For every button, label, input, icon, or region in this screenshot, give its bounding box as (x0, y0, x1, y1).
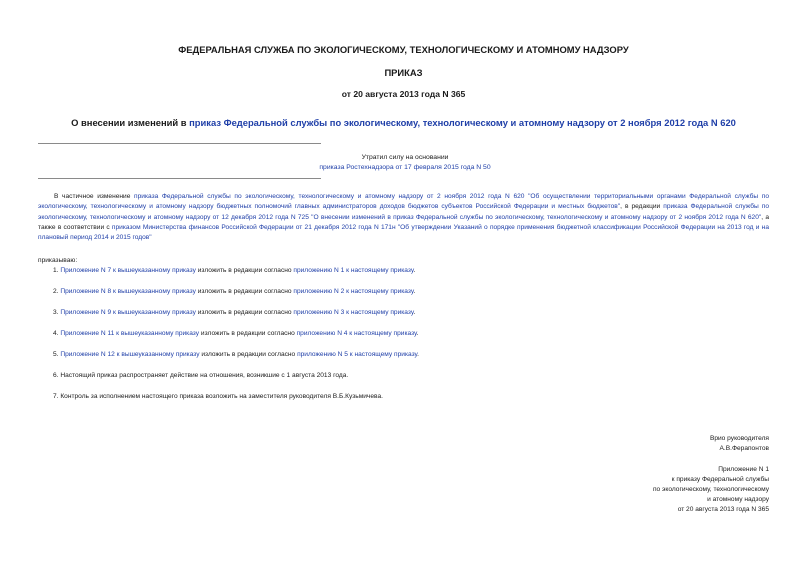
item-3-link-appendix[interactable]: приложению N 3 к настоящему приказу (293, 309, 414, 316)
doc-title-prefix: О внесении изменений в (71, 117, 190, 128)
intro-link-order-725[interactable]: приказа Федеральной службы по экологическому, технологическому и атомному надзору от 12 декабря 2012 года N 725 "О внесении изменений в приказ Федеральной службы по экологическому, технологическому и атомному надзору от 2 ноября 2012 года N 620" (38, 203, 769, 221)
order-item-6: 6. Настоящий приказ распространяет действие на отношения, возникшие с 1 августа 2013 года. (53, 372, 349, 379)
item-3-link-annex[interactable]: Приложение N 9 к вышеуказанному приказу (60, 309, 196, 316)
item-text: изложить в редакции согласно (199, 351, 298, 358)
item-end: . (413, 288, 416, 295)
intro-text-2: , в редакции (620, 203, 664, 211)
item-end: . (416, 330, 419, 337)
item-end: . (413, 309, 416, 316)
signature-position: Врио руководителя (709, 435, 769, 442)
appendix-line: Приложение N 1 (718, 466, 769, 473)
order-item-4 (53, 329, 419, 339)
top-divider (38, 143, 321, 144)
agency-heading: ФЕДЕРАЛЬНАЯ СЛУЖБА ПО ЭКОЛОГИЧЕСКОМУ, ТЕХНОЛОГИЧЕСКОМУ И АТОМНОМУ НАДЗОРУ (178, 44, 629, 55)
intro-text-3: , а также в соответствии с (38, 213, 769, 231)
item-5-link-appendix[interactable]: приложению N 5 к настоящему приказу (297, 351, 418, 358)
item-end: . (413, 267, 416, 274)
item-2-link-appendix[interactable]: приложению N 2 к настоящему приказу (293, 288, 414, 295)
bottom-divider (38, 178, 321, 179)
intro-link-order-620[interactable]: приказа Федеральной службы по экологическому, технологическому и атомному надзору от 2 ноября 2012 года N 620 "Об осуществлении территориальными органами Федеральной службы по экологическому, технологическому и атомному надзору бюджетных полномочий главных администраторов доходов бюджетов субъектов Российской Федерации и местных бюджетов" (38, 193, 769, 211)
item-1-link-annex[interactable]: Приложение N 7 к вышеуказанному приказу (60, 267, 196, 274)
lost-force-link-line (290, 163, 520, 173)
item-num: 2. (53, 288, 61, 295)
intro-text-1: В частичное изменение (54, 193, 135, 200)
order-word: приказываю: (38, 257, 78, 264)
item-num: 4. (53, 330, 61, 337)
item-end: . (417, 351, 420, 358)
order-item-5 (53, 350, 419, 360)
item-text: изложить в редакции согласно (195, 288, 294, 295)
lost-force-link[interactable]: приказа Ростехнадзора от 17 февраля 2015 года N 50 (319, 164, 491, 171)
item-4-link-appendix[interactable]: приложению N 4 к настоящему приказу (296, 330, 417, 337)
intro-link-minfin-171n[interactable]: приказом Министерства финансов Российской Федерации от 21 декабря 2012 года N 171н "Об утверждении Указаний о порядке применения бюджетной классификации Российской Федерации на 2013 год и на плановый период 2014 и 2015 годов" (38, 223, 769, 242)
item-text: изложить в редакции согласно (199, 330, 297, 337)
item-num: 5. (53, 351, 61, 358)
item-num: 1. (53, 267, 61, 274)
lost-force-note: Утратил силу на основании (361, 154, 449, 161)
doc-title (0, 117, 807, 128)
appendix-line: от 20 августа 2013 года N 365 (677, 506, 769, 513)
item-text: изложить в редакции согласно (195, 267, 294, 274)
item-2-link-annex[interactable]: Приложение N 8 к вышеуказанному приказу (60, 288, 196, 295)
appendix-line: и атомному надзору (707, 496, 769, 503)
item-1-link-appendix[interactable]: приложению N 1 к настоящему приказу (293, 267, 414, 274)
doc-type-heading: ПРИКАЗ (384, 67, 423, 78)
signature-name: А.В.Ферапонтов (719, 445, 769, 452)
appendix-line: по экологическому, технологическому (652, 486, 769, 493)
order-item-1 (53, 266, 415, 276)
doc-title-link[interactable]: приказ Федеральной службы по экологическому, технологическому и атомному надзору от 2 ноября 2012 года N 620 (189, 117, 736, 128)
doc-date-number: от 20 августа 2013 года N 365 (341, 89, 466, 99)
appendix-line: к приказу Федеральной службы (671, 476, 769, 483)
item-num: 3. (53, 309, 61, 316)
order-item-7: 7. Контроль за исполнением настоящего приказа возложить на заместителя руководителя В.Б.Кузьмичева. (53, 393, 383, 400)
item-5-link-annex[interactable]: Приложение N 12 к вышеуказанному приказу (60, 351, 200, 358)
item-4-link-annex[interactable]: Приложение N 11 к вышеуказанному приказу (60, 330, 200, 337)
order-item-2 (53, 287, 415, 297)
item-text: изложить в редакции согласно (195, 309, 294, 316)
intro-paragraph (38, 192, 769, 243)
order-item-3 (53, 308, 415, 318)
